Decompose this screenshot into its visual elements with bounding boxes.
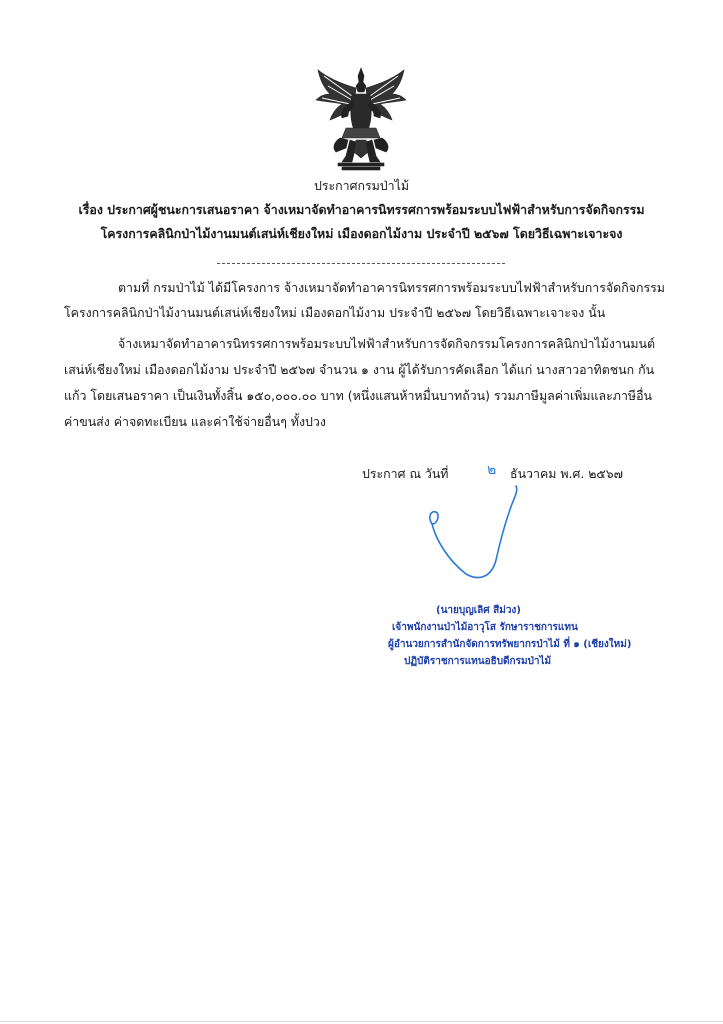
date-day-handwritten: ๒ [487,462,497,478]
signatory-name: (นายบุญเลิศ สีม่วง) [436,605,521,616]
paragraph-2-line-3: แก้ว โดยเสนอราคา เป็นเงินทั้งสิ้น ๑๕๐,๐๐๐.๐๐ บาท (หนึ่งแสนห้าหมื่นบาทถ้วน) รวมภาษีมูลค่าเพิ่มและภาษีอื่น [64,388,652,403]
paragraph-2-line-1: จ้างเหมาจัดทำอาคารนิทรรศการพร้อมระบบไฟฟ้าสำหรับการจัดกิจกรรมโครงการคลินิกป่าไม้งานมนต์ [118,336,656,351]
signatory-position-1: เจ้าพนักงานป่าไม้อาวุโส รักษาราชการแทน [392,622,578,633]
separator-line [217,263,505,264]
subject-line-2: โครงการคลินิกป่าไม้งานมนต์เสน่ห์เชียงใหม่ เมืองดอกไม้งาม ประจำปี ๒๕๖๗ โดยวิธีเฉพาะเจาะจง [100,226,623,241]
paragraph-1-line-1: ตามที่ กรมป่าไม้ ได้มีโครงการ จ้างเหมาจัดทำอาคารนิทรรศการพร้อมระบบไฟฟ้าสำหรับการจัดกิจกรรม [118,280,665,295]
date-prefix: ประกาศ ณ วันที่ [362,466,449,481]
document-title: ประกาศกรมป่าไม้ [313,178,410,193]
paragraph-1-line-2: โครงการคลินิกป่าไม้งานมนต์เสน่ห์เชียงใหม่ เมืองดอกไม้งาม ประจำปี ๒๕๖๗ โดยวิธีเฉพาะเจาะจง นั้น [64,305,606,320]
page-bottom-edge [0,1021,723,1022]
paragraph-2-line-2: เสน่ห์เชียงใหม่ เมืองดอกไม้งาม ประจำปี ๒๕๖๗ จำนวน ๑ งาน ผู้ได้รับการคัดเลือก ได้แก่ นางสาวอาทิตชนก กัน [64,362,655,377]
paragraph-2-line-4: ค่าขนส่ง ค่าจดทะเบียน และค่าใช้จ่ายอื่นๆ ทั้งปวง [64,414,326,429]
handwritten-signature [418,480,538,590]
subject-line-1: เรื่อง ประกาศผู้ชนะการเสนอราคา จ้างเหมาจัดทำอาคารนิทรรศการพร้อมระบบไฟฟ้าสำหรับการจัดกิจกรรม [78,202,645,217]
date-suffix: ธันวาคม พ.ศ. ๒๕๖๗ [510,466,623,481]
signatory-position-3: ปฏิบัติราชการแทนอธิบดีกรมป่าไม้ [404,656,552,667]
signatory-position-2: ผู้อำนวยการสำนักจัดการทรัพยากรป่าไม้ ที่ ๑ (เชียงใหม่) [388,639,632,650]
garuda-emblem-icon [312,66,410,172]
